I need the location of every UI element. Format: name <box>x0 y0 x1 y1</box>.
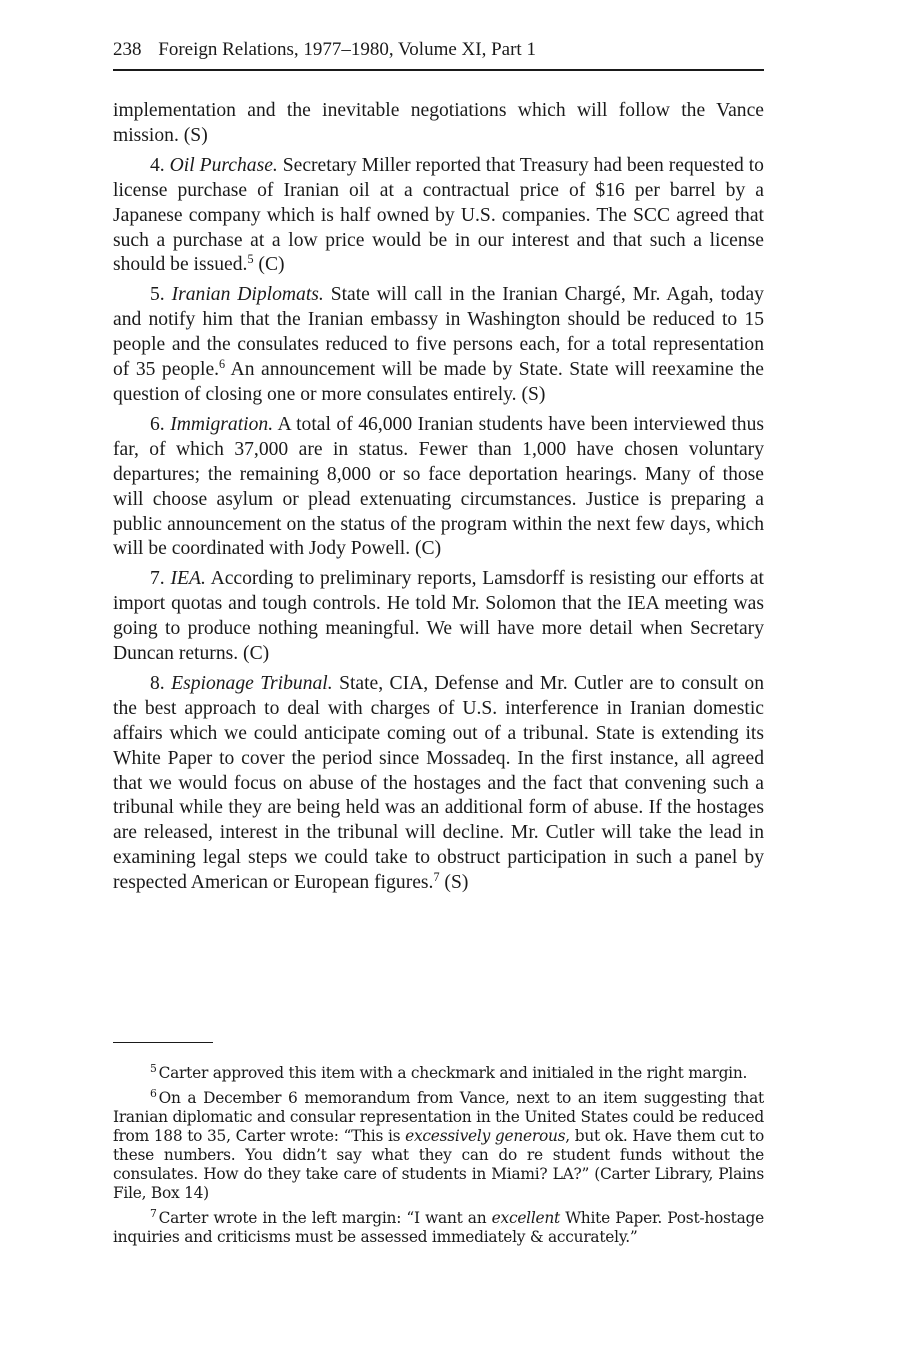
footnote-6 <box>113 1086 765 1203</box>
paragraph-text: A total of 46,000 Iranian students have been interviewed thus far, of which 37,000 are in status. Fewer than 1,000 have chosen voluntary departures; the remaining 8,000 or so face deportation hearings. Many of those will choose asylum or plead extenuating circumstances. Justice is preparing a public announcement on the status of the program within the next few days, which will be coordinated with Jody Powell. (C) <box>113 413 765 560</box>
paragraph-text: State will call in the Iranian Chargé, Mr. Agah, today and notify him that the Iranian embassy in Washington should be reduced to 15 people and the consulates reduced to five persons each, for a total representation of 35 people. <box>113 284 764 381</box>
item-number: 6. <box>150 413 165 435</box>
item-number: 8. <box>150 672 165 694</box>
footnote-text: , but ok. Have them cut to these numbers. You didn’t say what they can do re student funds without the consulates. How do they take care of students in Miami? LA?” (Carter Library, Plains File, Box 14) <box>113 1127 765 1202</box>
footnote-text: White Paper. Post-hostage inquiries and criticisms must be assessed immediately & accurately.” <box>113 1209 764 1246</box>
body-text <box>113 99 764 901</box>
paragraph-text: implementation and the inevitable negotiations which will follow the Vance mission. (S) <box>113 100 764 146</box>
footnote-mark: 6 <box>150 1086 157 1100</box>
footnote-ref-6: 6 <box>219 356 226 371</box>
footnote-rule <box>113 1042 213 1043</box>
paragraph-oil-purchase <box>113 154 764 279</box>
item-title: Immigration. <box>170 413 274 435</box>
footnote-text: Carter approved this item with a checkmark and initialed in the right margin. <box>158 1064 748 1082</box>
footnote-mark: 7 <box>150 1206 157 1220</box>
running-header <box>113 38 764 62</box>
item-title: Iranian Diplomats. <box>171 284 324 306</box>
footnote-7 <box>113 1206 764 1247</box>
item-title: Oil Purchase. <box>169 154 278 176</box>
footnote-emphasis: excessively generous <box>405 1127 566 1145</box>
running-title: Foreign Relations, 1977–1980, Volume XI, Part 1 <box>158 39 536 60</box>
paragraph-text: An announcement will be made by State. State will reexamine the question of closing one or more consulates entirely. (S) <box>113 359 764 405</box>
header-rule <box>113 69 764 71</box>
paragraph-iea <box>113 567 764 667</box>
footnote-text: On a December 6 memorandum from Vance, next to an item suggesting that Iranian diplomatic and consular representation in the United States could be reduced from 188 to 35, Carter wrote: “This is <box>113 1089 764 1145</box>
paragraph-text: State, CIA, Defense and Mr. Cutler are to consult on the best approach to deal with charges of U.S. interference in Iranian domestic affairs which we could anticipate coming out of a tribunal. State is extending its White Paper to cover the period since Mossadeq. In the first instance, all agreed that we would focus on abuse of the hostages and the fact that convening such a tribunal while they are being held was an additional form of abuse. If the hostages are released, interest in the tribunal will decline. Mr. Cutler will take the lead in examining legal steps we could take to obstruct participation in such a panel by respected American or European figures. <box>113 672 764 894</box>
footnote-mark: 5 <box>150 1061 157 1075</box>
item-title: IEA. <box>170 568 206 590</box>
paragraph-espionage-tribunal <box>113 672 764 896</box>
paragraph-iranian-diplomats <box>113 283 764 408</box>
item-number: 4. <box>150 154 165 176</box>
item-number: 5. <box>150 284 165 306</box>
paragraph-text: Secretary Miller reported that Treasury had been requested to license purchase of Iranian oil at a contractual price of $16 per barrel by a Japanese company which is half owned by U.S. companies. The SCC agreed that such a purchase at a low price would be in our interest and that such a license should be issued. <box>113 154 764 276</box>
item-title: Espionage Tribunal. <box>171 672 333 694</box>
footnote-5 <box>113 1061 764 1083</box>
footnote-ref-5: 5 <box>247 251 254 266</box>
classification-marking: (C) <box>258 254 285 276</box>
paragraph-continuation <box>113 99 764 149</box>
classification-marking: (S) <box>444 872 469 894</box>
footnote-ref-7: 7 <box>433 869 440 884</box>
page-number: 238 <box>113 39 142 60</box>
footnotes <box>113 1061 765 1253</box>
item-number: 7. <box>150 568 165 590</box>
paragraph-immigration <box>113 413 764 562</box>
footnote-emphasis: excellent <box>491 1209 560 1227</box>
paragraph-text: According to preliminary reports, Lamsdorff is resisting our efforts at import quotas and tough controls. He told Mr. Solomon that the IEA meeting was going to produce nothing meaningful. We will have more detail when Secretary Duncan returns. (C) <box>113 568 765 665</box>
footnote-text: Carter wrote in the left margin: “I want an <box>158 1209 492 1227</box>
